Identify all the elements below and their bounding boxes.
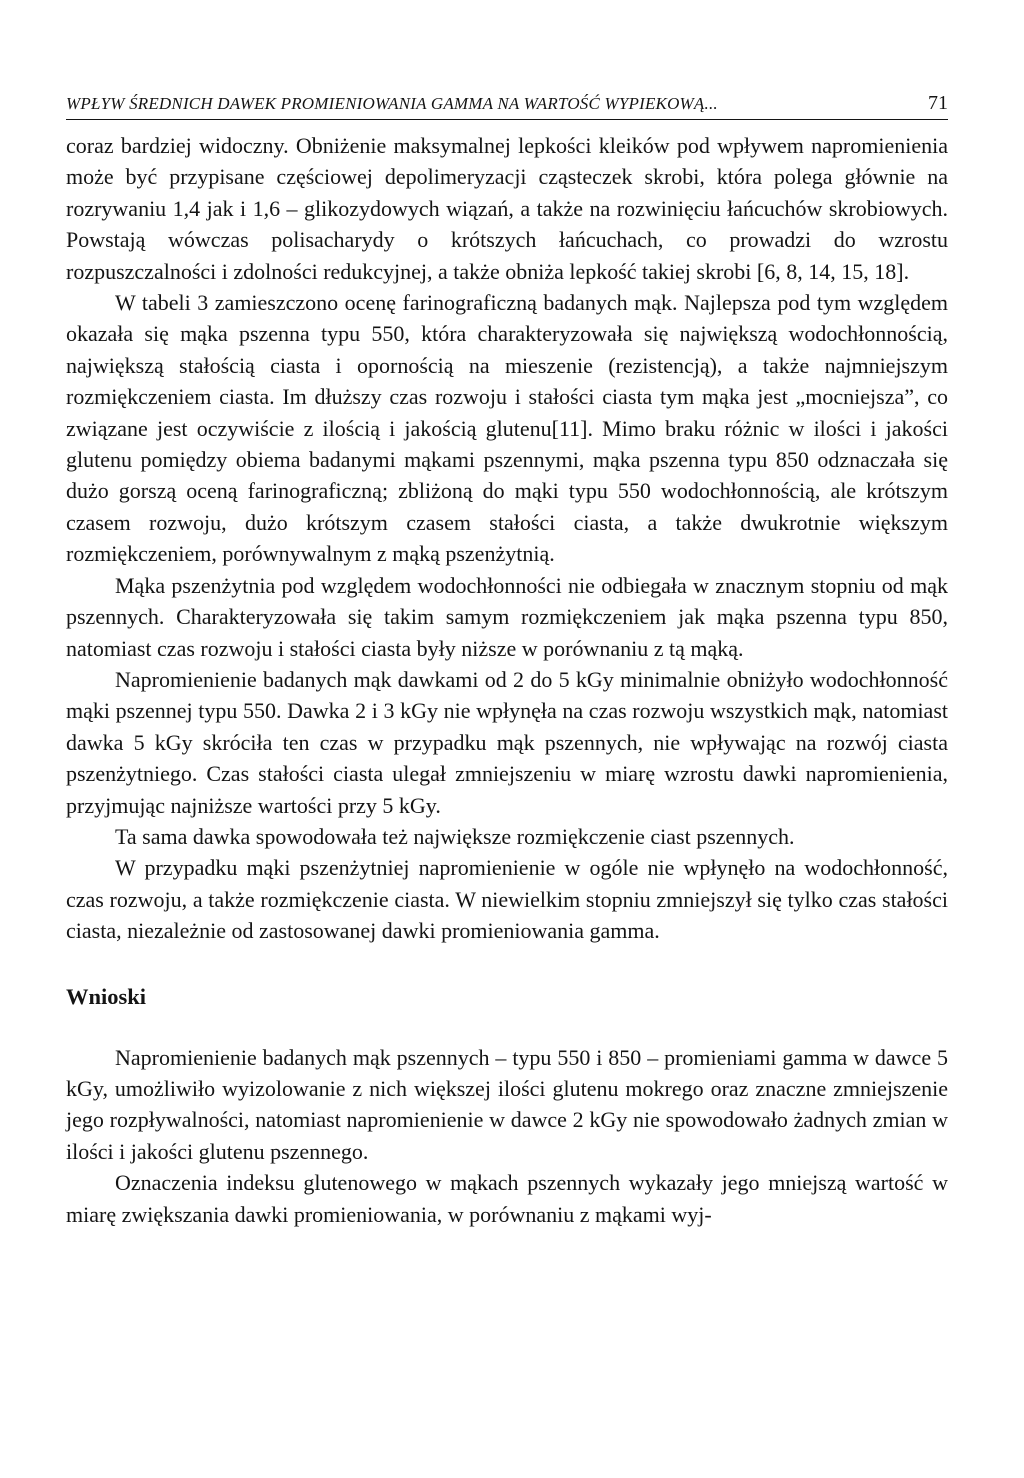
running-header-title: WPŁYW ŚREDNICH DAWEK PROMIENIOWANIA GAMMA NA WARTOŚĆ WYPIEKOWĄ... — [66, 94, 718, 113]
body-text — [66, 130, 948, 1230]
paragraph-farinograph-evaluation: W tabeli 3 zamieszczono ocenę farinograficzną badanych mąk. Najlepsza pod tym względem okazała się mąka pszenna typu 550, która charakteryzowała się największą wodochłonnością, największą stałością ciasta i opornością na mieszenie (rezistencją), a także najmniejszym rozmiękczeniem ciasta. Im dłuższy czas rozwoju i stałości ciasta tym mąka jest „mocniejsza”, co związane jest oczywiście z ilością i jakością glutenu[11]. Mimo braku różnic w ilości i jakości glutenu pomiędzy obiema badanymi mąkami pszennymi, mąka pszenna typu 850 odznaczała się dużo gorszą oceną farinograficzną; zbliżoną do mąki typu 550 wodochłonnością, ale krótszym czasem rozwoju, dużo krótszym czasem stałości ciasta, a także dwukrotnie większym rozmiękczeniem, porównywalnym z mąką pszenżytnią. — [66, 290, 948, 567]
paragraph-conclusion-gluten: Napromienienie badanych mąk pszennych – typu 550 i 850 – promieniami gamma w dawce 5 kGy, umożliwiło wyizolowanie z nich większej ilości glutenu mokrego oraz znaczne zmniejszenie jego rozpływalności, natomiast napromienienie w dawce 2 kGy nie spowodowało żadnych zmian w ilości i jakości glutenu pszennego. — [66, 1044, 948, 1164]
paragraph-triticale-flour: Mąka pszenżytnia pod względem wodochłonności nie odbiegała w znacznym stopniu od mąk pszennych. Charakteryzowała się takim samym rozmiękczeniem jak mąka pszenna typu 850, natomiast czas rozwoju i stałości ciasta były niższe w porównaniu z tą mąką. — [66, 572, 948, 661]
section-heading-conclusions: Wnioski — [66, 983, 147, 1009]
running-header — [66, 92, 948, 120]
paragraph-conclusion-gluten-index: Oznaczenia indeksu glutenowego w mąkach pszennych wykazały jego mniejszą wartość w miarę zwiększania dawki promieniowania, w porównaniu z mąkami wyj- — [66, 1170, 948, 1227]
paragraph-triticale-irradiation: W przypadku mąki pszenżytniej napromienienie w ogóle nie wpłynęło na wodochłonność, czas rozwoju, a także rozmiękczenie ciasta. W niewielkim stopniu zmniejszył się tylko czas stałości ciasta, niezależnie od zastosowanej dawki promieniowania gamma. — [66, 855, 948, 944]
paragraph-irradiation-doses: Napromienienie badanych mąk dawkami od 2 do 5 kGy minimalnie obniżyło wodochłonność mąki pszennej typu 550. Dawka 2 i 3 kGy nie wpłynęła na czas rozwoju wszystkich mąk, natomiast dawka 5 kGy skróciła ten czas w przypadku mąk pszennych, nie wpływając na rozwój ciasta pszenżytniego. Czas stałości ciasta ulegał zmniejszeniu w miarę wzrostu dawki napromienienia, przyjmując najniższe wartości przy 5 kGy. — [66, 666, 948, 818]
paragraph-continuation: coraz bardziej widoczny. Obniżenie maksymalnej lepkości kleików pod wpływem napromienienia może być przypisane częściowej depolimeryzacji cząsteczek skrobi, która polega głównie na rozrywaniu 1,4 jak i 1,6 – glikozydowych wiązań, a także na rozwinięciu łańcuchów skrobiowych. Powstają wówczas polisacharydy o krótszych łańcuchach, co prowadzi do wzrostu rozpuszczalności i zdolności redukcyjnej, a także obniża lepkość takiej skrobi [6, 8, 14, 15, 18]. — [66, 133, 948, 284]
paragraph-softening: Ta sama dawka spowodowała też największe rozmiękczenie ciast pszennych. — [115, 823, 795, 849]
paper-page — [66, 92, 948, 1230]
page-number: 71 — [928, 92, 948, 114]
